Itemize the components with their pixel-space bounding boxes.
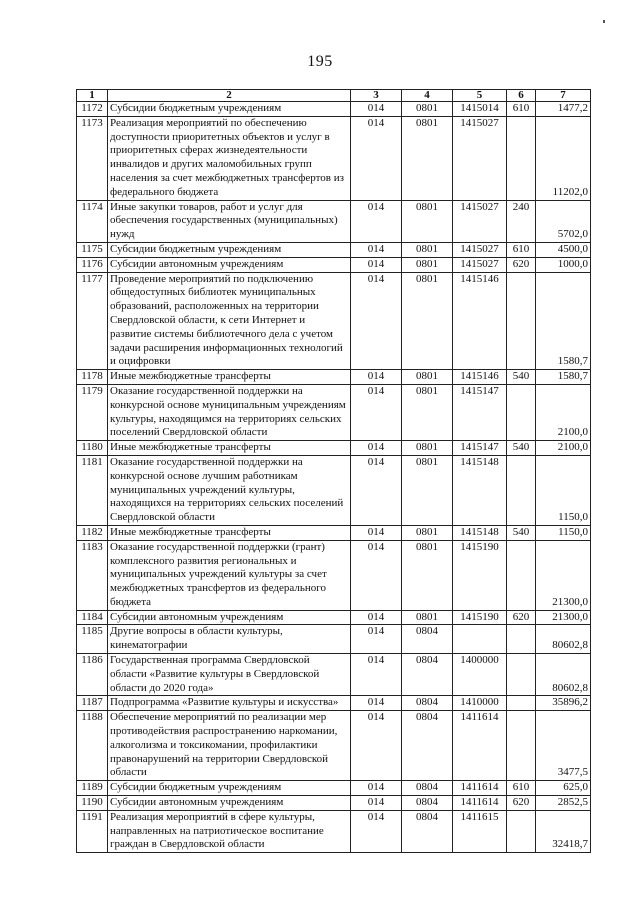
ministry-code-cell: 014 [351,696,402,711]
section-code-cell: 0801 [402,525,453,540]
row-number-cell: 1188 [77,711,108,781]
expense-type-cell: 540 [507,525,536,540]
amount-cell: 21300,0 [536,610,591,625]
section-code-cell: 0801 [402,257,453,272]
section-code-cell: 0801 [402,272,453,370]
header-cell: 4 [402,90,453,102]
target-code-cell: 1411614 [453,796,507,811]
expense-type-cell: 240 [507,200,536,242]
expense-type-cell [507,540,536,610]
header-cell: 2 [108,90,351,102]
expense-type-cell [507,810,536,852]
expense-type-cell: 620 [507,610,536,625]
row-number-cell: 1187 [77,696,108,711]
row-number-cell: 1173 [77,116,108,200]
item-name-cell: Субсидии бюджетным учреждениям [108,242,351,257]
amount-cell: 11202,0 [536,116,591,200]
table-row [77,242,591,257]
amount-cell: 625,0 [536,781,591,796]
table-row [77,272,591,370]
amount-cell: 2852,5 [536,796,591,811]
item-name-cell: Оказание государственной поддержки (грант) комплексного развития региональных и муниципальных учреждений культуры за счет межбюджетных трансфертов из федерального бюджета [108,540,351,610]
section-code-cell: 0804 [402,781,453,796]
expense-type-cell: 610 [507,102,536,117]
section-code-cell: 0801 [402,455,453,525]
ministry-code-cell: 014 [351,711,402,781]
section-code-cell: 0801 [402,200,453,242]
table-row [77,102,591,117]
amount-cell: 5702,0 [536,200,591,242]
section-code-cell: 0804 [402,696,453,711]
ministry-code-cell: 014 [351,525,402,540]
amount-cell: 2100,0 [536,384,591,440]
amount-cell: 1150,0 [536,455,591,525]
target-code-cell: 1415014 [453,102,507,117]
target-code-cell: 1415027 [453,257,507,272]
table-header-row [77,90,591,102]
scan-artifact [603,20,605,23]
section-code-cell: 0801 [402,116,453,200]
target-code-cell: 1415146 [453,370,507,385]
target-code-cell: 1410000 [453,696,507,711]
target-code-cell [453,625,507,654]
ministry-code-cell: 014 [351,540,402,610]
ministry-code-cell: 014 [351,116,402,200]
section-code-cell: 0801 [402,102,453,117]
row-number-cell: 1184 [77,610,108,625]
target-code-cell: 1415027 [453,116,507,200]
table-row [77,781,591,796]
target-code-cell: 1411614 [453,781,507,796]
expense-type-cell: 610 [507,242,536,257]
item-name-cell: Иные межбюджетные трансферты [108,441,351,456]
ministry-code-cell: 014 [351,200,402,242]
item-name-cell: Проведение мероприятий по подключению общедоступных библиотек муниципальных образований, расположенных на территории Свердловской области, к сети Интернет и развитие системы библиотечного дела с учетом задачи расширения информационных технологий и оцифровки [108,272,351,370]
row-number-cell: 1182 [77,525,108,540]
target-code-cell: 1415148 [453,525,507,540]
amount-cell: 4500,0 [536,242,591,257]
target-code-cell: 1415148 [453,455,507,525]
row-number-cell: 1176 [77,257,108,272]
section-code-cell: 0804 [402,654,453,696]
target-code-cell: 1415190 [453,540,507,610]
amount-cell: 1150,0 [536,525,591,540]
amount-cell: 1000,0 [536,257,591,272]
header-cell: 3 [351,90,402,102]
item-name-cell: Обеспечение мероприятий по реализации мер противодействия распространению наркомании, алкоголизма и токсикомании, профилактики правонарушений на территории Свердловской области [108,711,351,781]
table-row [77,384,591,440]
table-row [77,711,591,781]
target-code-cell: 1411615 [453,810,507,852]
budget-table [76,89,591,853]
target-code-cell: 1411614 [453,711,507,781]
section-code-cell: 0804 [402,796,453,811]
expense-type-cell [507,696,536,711]
item-name-cell: Субсидии автономным учреждениям [108,257,351,272]
table-row [77,370,591,385]
row-number-cell: 1186 [77,654,108,696]
expense-type-cell [507,455,536,525]
item-name-cell: Субсидии автономным учреждениям [108,796,351,811]
ministry-code-cell: 014 [351,796,402,811]
amount-cell: 1477,2 [536,102,591,117]
expense-type-cell: 620 [507,257,536,272]
section-code-cell: 0801 [402,242,453,257]
row-number-cell: 1183 [77,540,108,610]
target-code-cell: 1415027 [453,200,507,242]
row-number-cell: 1191 [77,810,108,852]
target-code-cell: 1400000 [453,654,507,696]
ministry-code-cell: 014 [351,455,402,525]
amount-cell: 2100,0 [536,441,591,456]
expense-type-cell [507,711,536,781]
item-name-cell: Реализация мероприятий по обеспечению доступности приоритетных объектов и услуг в приоритетных сферах жизнедеятельности инвалидов и других маломобильных групп населения за счет межбюджетных трансфертов из федерального бюджета [108,116,351,200]
target-code-cell: 1415147 [453,441,507,456]
amount-cell: 1580,7 [536,272,591,370]
amount-cell: 1580,7 [536,370,591,385]
table-row [77,810,591,852]
ministry-code-cell: 014 [351,625,402,654]
amount-cell: 21300,0 [536,540,591,610]
section-code-cell: 0801 [402,441,453,456]
item-name-cell: Иные закупки товаров, работ и услуг для обеспечения государственных (муниципальных) нужд [108,200,351,242]
ministry-code-cell: 014 [351,370,402,385]
header-cell: 1 [77,90,108,102]
table-row [77,796,591,811]
target-code-cell: 1415146 [453,272,507,370]
table-row [77,625,591,654]
item-name-cell: Субсидии бюджетным учреждениям [108,781,351,796]
row-number-cell: 1172 [77,102,108,117]
row-number-cell: 1190 [77,796,108,811]
expense-type-cell [507,654,536,696]
ministry-code-cell: 014 [351,242,402,257]
ministry-code-cell: 014 [351,441,402,456]
header-cell: 6 [507,90,536,102]
expense-type-cell [507,625,536,654]
item-name-cell: Иные межбюджетные трансферты [108,525,351,540]
expense-type-cell: 620 [507,796,536,811]
table-row [77,200,591,242]
ministry-code-cell: 014 [351,384,402,440]
item-name-cell: Иные межбюджетные трансферты [108,370,351,385]
header-cell: 7 [536,90,591,102]
table-body [77,90,591,853]
table-row [77,257,591,272]
header-cell: 5 [453,90,507,102]
expense-type-cell [507,384,536,440]
row-number-cell: 1175 [77,242,108,257]
item-name-cell: Государственная программа Свердловской области «Развитие культуры в Свердловской области до 2020 года» [108,654,351,696]
expense-type-cell [507,272,536,370]
target-code-cell: 1415027 [453,242,507,257]
item-name-cell: Подпрограмма «Развитие культуры и искусства» [108,696,351,711]
table-row [77,116,591,200]
section-code-cell: 0804 [402,711,453,781]
row-number-cell: 1185 [77,625,108,654]
row-number-cell: 1179 [77,384,108,440]
ministry-code-cell: 014 [351,610,402,625]
target-code-cell: 1415147 [453,384,507,440]
table-row [77,654,591,696]
row-number-cell: 1181 [77,455,108,525]
item-name-cell: Субсидии бюджетным учреждениям [108,102,351,117]
section-code-cell: 0801 [402,370,453,385]
section-code-cell: 0801 [402,384,453,440]
row-number-cell: 1174 [77,200,108,242]
row-number-cell: 1178 [77,370,108,385]
amount-cell: 3477,5 [536,711,591,781]
item-name-cell: Субсидии автономным учреждениям [108,610,351,625]
amount-cell: 80602,8 [536,625,591,654]
table-row [77,696,591,711]
section-code-cell: 0804 [402,625,453,654]
row-number-cell: 1177 [77,272,108,370]
page-number: 195 [307,53,333,70]
expense-type-cell: 540 [507,370,536,385]
amount-cell: 32418,7 [536,810,591,852]
ministry-code-cell: 014 [351,781,402,796]
expense-type-cell [507,116,536,200]
row-number-cell: 1180 [77,441,108,456]
table-row [77,441,591,456]
target-code-cell: 1415190 [453,610,507,625]
item-name-cell: Оказание государственной поддержки на конкурсной основе лучшим работникам муниципальных учреждений культуры, находящихся на территориях сельских поселений Свердловской области [108,455,351,525]
ministry-code-cell: 014 [351,810,402,852]
ministry-code-cell: 014 [351,272,402,370]
row-number-cell: 1189 [77,781,108,796]
section-code-cell: 0801 [402,540,453,610]
ministry-code-cell: 014 [351,257,402,272]
table-row [77,525,591,540]
section-code-cell: 0804 [402,810,453,852]
ministry-code-cell: 014 [351,102,402,117]
item-name-cell: Другие вопросы в области культуры, кинематографии [108,625,351,654]
expense-type-cell: 610 [507,781,536,796]
item-name-cell: Реализация мероприятий в сфере культуры, направленных на патриотическое воспитание граждан в Свердловской области [108,810,351,852]
ministry-code-cell: 014 [351,654,402,696]
table-row [77,610,591,625]
table-row [77,455,591,525]
expense-type-cell: 540 [507,441,536,456]
section-code-cell: 0801 [402,610,453,625]
amount-cell: 35896,2 [536,696,591,711]
table-row [77,540,591,610]
amount-cell: 80602,8 [536,654,591,696]
item-name-cell: Оказание государственной поддержки на конкурсной основе муниципальным учреждениям культуры, находящимся на территориях сельских поселений Свердловской области [108,384,351,440]
